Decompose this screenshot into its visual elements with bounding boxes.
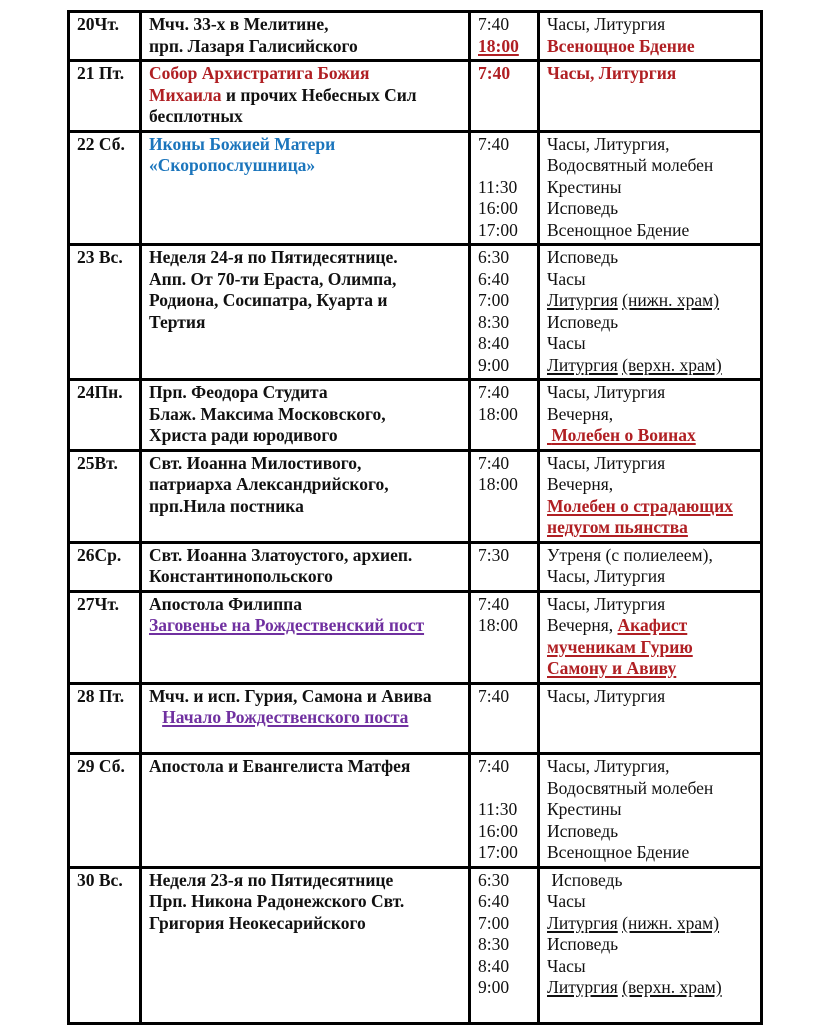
service-line	[547, 778, 755, 800]
text-segment: 7:40	[478, 685, 510, 706]
text-segment: Крестины	[547, 176, 622, 197]
services-cell	[539, 131, 762, 245]
text-segment: Часы, Литургия	[547, 685, 666, 706]
time-line	[478, 566, 532, 588]
description-line	[149, 134, 463, 156]
service-line	[547, 686, 755, 708]
text-segment: 8:40	[478, 333, 510, 353]
time-line	[478, 686, 532, 708]
text-segment: Часы, Литургия	[547, 14, 666, 34]
time-line	[478, 934, 532, 956]
time-cell	[470, 867, 539, 1024]
text-segment: патриарха Александрийского,	[149, 474, 389, 494]
text-segment: Исповедь	[547, 247, 619, 267]
description-line	[149, 36, 463, 58]
text-segment: Начало Рождественского поста	[162, 707, 409, 727]
description-line	[149, 870, 463, 892]
time-line	[478, 821, 532, 843]
time-line	[478, 474, 532, 496]
time-line	[478, 155, 532, 177]
time-line	[478, 977, 532, 999]
date-cell	[69, 61, 141, 132]
description-line	[149, 474, 463, 496]
description-cell	[141, 131, 470, 245]
description-line	[149, 425, 463, 447]
date-cell	[69, 683, 141, 754]
time-cell	[470, 754, 539, 868]
services-cell	[539, 683, 762, 754]
description-line	[149, 247, 463, 269]
time-line	[478, 594, 532, 616]
text-segment: Неделя 23-я по Пятидесятнице	[149, 869, 394, 890]
time-line	[478, 63, 532, 85]
service-line	[547, 425, 755, 447]
text-segment: 11:30	[478, 176, 518, 197]
text-segment: «Скоропослушница»	[149, 155, 316, 175]
service-line	[547, 934, 755, 956]
table-row	[69, 867, 762, 1024]
table-row	[69, 12, 762, 61]
time-cell	[470, 683, 539, 754]
text-segment: 17:00	[478, 219, 518, 240]
time-line	[478, 496, 532, 518]
service-line	[547, 594, 755, 616]
description-line	[149, 566, 463, 588]
text-segment: 7:00	[478, 912, 510, 933]
text-segment: недугом пьянства	[547, 517, 688, 537]
table-row	[69, 591, 762, 683]
description-line	[149, 594, 463, 616]
text-segment: Вечерня,	[547, 403, 614, 424]
services-cell	[539, 245, 762, 380]
text-segment: 16:00	[478, 198, 518, 218]
text-segment: Христа ради юродивого	[149, 425, 338, 445]
text-segment: 6:40	[478, 268, 510, 289]
services-cell	[539, 450, 762, 542]
time-line	[478, 956, 532, 978]
text-segment: Всенощное Бдение	[547, 842, 690, 862]
description-line	[149, 269, 463, 291]
date-cell	[69, 754, 141, 868]
description-line	[149, 14, 463, 36]
description-cell	[141, 245, 470, 380]
table-row	[69, 131, 762, 245]
text-segment: Часы, Литургия	[547, 593, 666, 614]
description-line	[149, 496, 463, 518]
description-line	[149, 545, 463, 567]
text-segment: Мчч. 33-х в Мелитине,	[149, 14, 329, 34]
description-cell	[141, 867, 470, 1024]
date-cell	[69, 591, 141, 683]
service-line	[547, 956, 755, 978]
text-segment: Исповедь	[547, 198, 619, 218]
description-line	[149, 290, 463, 312]
text-segment: Апостола и Евангелиста Матфея	[149, 756, 411, 776]
description-cell	[141, 12, 470, 61]
text-segment: Апостола Филиппа	[149, 593, 302, 614]
text-segment: 7:40	[478, 63, 511, 83]
time-cell	[470, 380, 539, 451]
text-segment: Заговенье на Рождественский пост	[149, 615, 425, 635]
text-segment: 7:40	[478, 14, 510, 34]
text-segment: 18:00	[478, 35, 519, 56]
text-segment: Свт. Иоанна Златоустого, архиеп.	[149, 544, 413, 565]
time-cell	[470, 591, 539, 683]
service-line	[547, 247, 755, 269]
time-line	[478, 220, 532, 242]
service-line	[547, 517, 755, 539]
service-line	[547, 177, 755, 199]
text-segment: 7:40	[478, 133, 510, 154]
service-line	[547, 220, 755, 242]
text-segment: 11:30	[478, 799, 518, 819]
description-cell	[141, 542, 470, 591]
time-cell	[470, 131, 539, 245]
time-line	[478, 312, 532, 334]
date-cell	[69, 380, 141, 451]
text-segment: 20Чт.	[77, 14, 119, 34]
text-segment: Вечерня,	[547, 615, 618, 635]
time-line	[478, 404, 532, 426]
service-line	[547, 453, 755, 475]
description-cell	[141, 450, 470, 542]
text-segment: Часы, Литургия	[547, 382, 666, 402]
text-segment: 21 Пт.	[77, 63, 125, 83]
text-segment: (верхн. храм)	[622, 977, 722, 997]
description-line	[149, 312, 463, 334]
description-cell	[141, 683, 470, 754]
text-segment: Всенощное Бдение	[547, 35, 695, 56]
date-cell	[69, 542, 141, 591]
text-segment: Литургия	[547, 977, 618, 997]
date-text	[77, 686, 134, 708]
text-segment: 25Вт.	[77, 452, 118, 473]
services-cell	[539, 754, 762, 868]
text-segment: 6:30	[478, 869, 510, 890]
text-segment: 8:30	[478, 311, 510, 332]
description-line	[149, 106, 463, 128]
text-segment: прп.Нила постника	[149, 495, 304, 516]
text-segment: Утреня (с полиелеем),	[547, 544, 713, 565]
time-line	[478, 290, 532, 312]
date-cell	[69, 131, 141, 245]
text-segment: 28 Пт.	[77, 685, 125, 706]
time-line	[478, 870, 532, 892]
text-segment: 7:40	[478, 756, 510, 776]
text-segment: и прочих Небесных Сил	[221, 84, 417, 105]
text-segment: Свт. Иоанна Милостивого,	[149, 452, 362, 473]
time-line	[478, 453, 532, 475]
services-cell	[539, 380, 762, 451]
text-segment: 8:40	[478, 955, 510, 976]
time-line	[478, 333, 532, 355]
date-text	[77, 14, 134, 36]
time-line	[478, 842, 532, 864]
text-segment: 7:30	[478, 544, 510, 565]
description-line	[149, 85, 463, 107]
time-cell	[470, 12, 539, 61]
date-text	[77, 382, 134, 404]
text-segment: 22 Сб.	[77, 133, 125, 154]
date-text	[77, 756, 134, 778]
time-line	[478, 247, 532, 269]
time-line	[478, 658, 532, 680]
description-line	[149, 686, 463, 708]
text-segment: 7:00	[478, 290, 510, 310]
text-segment: Молебен о Воинах	[547, 425, 696, 445]
text-segment: Часы, Литургия	[547, 566, 666, 586]
text-segment: Часы, Литургия,	[547, 756, 670, 776]
service-line	[547, 63, 755, 85]
time-line	[478, 756, 532, 778]
date-text	[77, 453, 134, 475]
service-line	[547, 821, 755, 843]
service-line	[547, 496, 755, 518]
date-text	[77, 594, 134, 616]
table-row	[69, 450, 762, 542]
service-line	[547, 870, 755, 892]
text-segment: Мчч. и исп. Гурия, Самона и Авива	[149, 685, 432, 706]
text-segment: 17:00	[478, 842, 518, 862]
time-line	[478, 177, 532, 199]
description-cell	[141, 380, 470, 451]
description-line	[149, 453, 463, 475]
text-segment: Исповедь	[547, 311, 619, 332]
text-segment: Водосвятный молебен	[547, 155, 714, 175]
service-line	[547, 913, 755, 935]
service-line	[547, 566, 755, 588]
date-cell	[69, 450, 141, 542]
time-line	[478, 999, 532, 1021]
text-segment: Собор Архистратига Божия	[149, 63, 370, 83]
date-cell	[69, 245, 141, 380]
service-line	[547, 269, 755, 291]
description-line	[149, 756, 463, 778]
text-segment: Часы, Литургия	[547, 63, 677, 83]
description-line	[149, 155, 463, 177]
table-row	[69, 61, 762, 132]
text-segment	[149, 707, 162, 727]
text-segment: Всенощное Бдение	[547, 219, 690, 240]
service-line	[547, 355, 755, 377]
text-segment: бесплотных	[149, 106, 243, 126]
date-text	[77, 63, 134, 85]
date-text	[77, 545, 134, 567]
service-line	[547, 615, 755, 637]
text-segment: 9:00	[478, 977, 510, 997]
text-segment: 30 Вс.	[77, 869, 123, 890]
description-line	[149, 729, 463, 751]
time-line	[478, 517, 532, 539]
services-cell	[539, 61, 762, 132]
time-line	[478, 382, 532, 404]
text-segment: Литургия	[547, 912, 618, 933]
service-line	[547, 891, 755, 913]
description-cell	[141, 591, 470, 683]
text-segment: 7:40	[478, 382, 510, 402]
text-segment: 16:00	[478, 820, 518, 841]
service-line	[547, 842, 755, 864]
service-line	[547, 799, 755, 821]
date-cell	[69, 12, 141, 61]
text-segment: 18:00	[478, 474, 518, 494]
text-segment: Иконы Божией Матери	[149, 133, 336, 154]
schedule-table	[67, 10, 763, 1025]
text-segment: Часы	[547, 333, 586, 353]
table-row	[69, 683, 762, 754]
text-segment: Водосвятный молебен	[547, 777, 714, 798]
text-segment: Исповедь	[547, 869, 623, 890]
description-line	[149, 382, 463, 404]
service-line	[547, 637, 755, 659]
text-segment: 6:30	[478, 247, 510, 267]
text-segment: Литургия	[547, 290, 618, 310]
time-line	[478, 14, 532, 36]
description-line	[149, 615, 463, 637]
text-segment: 23 Вс.	[77, 247, 123, 267]
service-line	[547, 134, 755, 156]
time-line	[478, 425, 532, 447]
service-line	[547, 404, 755, 426]
text-segment: 9:00	[478, 354, 510, 375]
date-text	[77, 870, 134, 892]
text-segment: Часы, Литургия,	[547, 133, 670, 154]
text-segment: (нижн. храм)	[622, 912, 720, 933]
text-segment: Родиона, Сосипатра, Куарта и	[149, 290, 388, 310]
time-line	[478, 355, 532, 377]
time-cell	[470, 450, 539, 542]
time-cell	[470, 542, 539, 591]
service-line	[547, 155, 755, 177]
text-segment: 27Чт.	[77, 593, 119, 614]
time-line	[478, 545, 532, 567]
description-line	[149, 404, 463, 426]
service-line	[547, 474, 755, 496]
text-segment: Часы, Литургия	[547, 452, 666, 473]
text-segment: Исповедь	[547, 820, 619, 841]
table-row	[69, 245, 762, 380]
time-cell	[470, 61, 539, 132]
text-segment: 7:40	[478, 593, 510, 614]
service-line	[547, 382, 755, 404]
service-line	[547, 312, 755, 334]
text-segment: мученикам Гурию	[547, 636, 693, 657]
text-segment: Молебен о страдающих	[547, 495, 733, 516]
text-segment: Вечерня,	[547, 474, 614, 494]
time-line	[478, 134, 532, 156]
date-cell	[69, 867, 141, 1024]
text-segment: Прп. Феодора Студита	[149, 382, 328, 402]
time-line	[478, 198, 532, 220]
text-segment: Акафист	[617, 615, 688, 635]
description-line	[149, 707, 463, 729]
service-line	[547, 290, 755, 312]
table-row	[69, 380, 762, 451]
text-segment: 6:40	[478, 891, 510, 911]
time-line	[478, 778, 532, 800]
text-segment: (верхн. храм)	[622, 354, 722, 375]
service-line	[547, 977, 755, 999]
text-segment: Прп. Никона Радонежского Свт.	[149, 891, 405, 911]
text-segment: 26Ср.	[77, 544, 122, 565]
text-segment: Часы	[547, 891, 586, 911]
text-segment: Константинопольского	[149, 566, 333, 586]
time-line	[478, 615, 532, 637]
description-cell	[141, 754, 470, 868]
description-cell	[141, 61, 470, 132]
time-cell	[470, 245, 539, 380]
text-segment: Неделя 24-я по Пятидесятнице.	[149, 247, 398, 267]
date-text	[77, 134, 134, 156]
text-segment: Блаж. Максима Московского,	[149, 403, 386, 424]
text-segment: Часы	[547, 268, 586, 289]
table-row	[69, 542, 762, 591]
service-line	[547, 14, 755, 36]
description-line	[149, 891, 463, 913]
time-line	[478, 891, 532, 913]
services-cell	[539, 542, 762, 591]
text-segment: Исповедь	[547, 934, 619, 954]
date-text	[77, 247, 134, 269]
text-segment: 7:40	[478, 452, 510, 473]
time-line	[478, 913, 532, 935]
text-segment: 18:00	[478, 615, 518, 635]
text-segment: Григория Неокесарийского	[149, 912, 366, 933]
text-segment: Часы	[547, 955, 586, 976]
text-segment: 29 Сб.	[77, 756, 125, 776]
text-segment: Крестины	[547, 799, 622, 819]
service-line	[547, 333, 755, 355]
service-line	[547, 658, 755, 680]
text-segment: Самону и Авиву	[547, 658, 677, 678]
services-cell	[539, 12, 762, 61]
description-line	[149, 63, 463, 85]
time-line	[478, 637, 532, 659]
service-line	[547, 198, 755, 220]
time-line	[478, 799, 532, 821]
text-segment: 18:00	[478, 403, 518, 424]
text-segment: Тертия	[149, 311, 206, 332]
text-segment: Михаила	[149, 84, 222, 105]
service-line	[547, 756, 755, 778]
table-row	[69, 754, 762, 868]
time-line	[478, 36, 532, 58]
text-segment: Апп. От 70-ти Ераста, Олимпа,	[149, 268, 397, 289]
time-line	[478, 269, 532, 291]
service-line	[547, 999, 755, 1021]
services-cell	[539, 591, 762, 683]
text-segment: 24Пн.	[77, 382, 123, 402]
text-segment: прп. Лазаря Галисийского	[149, 35, 358, 56]
text-segment: 8:30	[478, 934, 510, 954]
text-segment: (нижн. храм)	[622, 290, 720, 310]
service-line	[547, 36, 755, 58]
services-cell	[539, 867, 762, 1024]
text-segment: Литургия	[547, 354, 618, 375]
description-line	[149, 913, 463, 935]
service-line	[547, 545, 755, 567]
